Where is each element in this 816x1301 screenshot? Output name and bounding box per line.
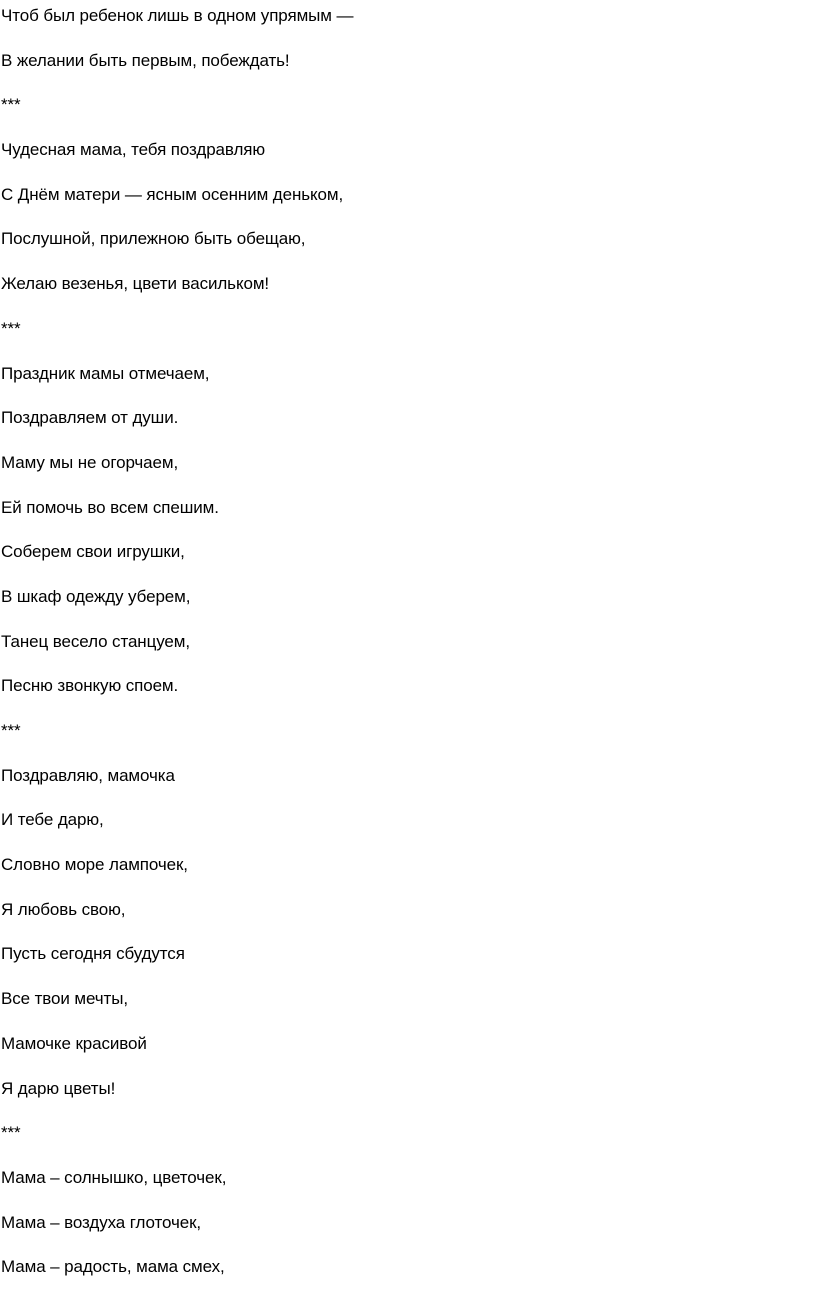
poem-line: Маму мы не огорчаем,: [1, 452, 179, 472]
poem-line: В желании быть первым, побеждать!: [1, 50, 290, 70]
poem-line: Словно море лампочек,: [1, 855, 188, 875]
poem-line: Чтоб был ребенок лишь в одном упрямым —: [1, 6, 354, 25]
poem-line: Мама – солнышко, цветочек,: [1, 1167, 227, 1187]
poem-line: Послушной, прилежною быть обещаю,: [1, 229, 306, 249]
poem-line: Песню звонкую споем.: [1, 676, 179, 696]
poem-line: С Днём матери — ясным осенним деньком,: [1, 184, 344, 204]
poem-line: Пусть сегодня сбудутся: [1, 944, 185, 964]
stanza-separator: ***: [1, 95, 21, 115]
poem-line: В шкаф одежду уберем,: [1, 586, 191, 606]
poem-line: Праздник мамы отмечаем,: [1, 363, 210, 383]
poem-line: Ей помочь во всем спешим.: [1, 497, 219, 517]
poem-line: Танец весело станцуем,: [1, 631, 191, 651]
poem-line: И тебе дарю,: [1, 810, 104, 830]
poem-line: Все твои мечты,: [1, 989, 128, 1009]
poem-line: Поздравляем от души.: [1, 408, 179, 428]
stanza-separator: ***: [1, 1123, 21, 1143]
poem-line: Я любовь свою,: [1, 899, 126, 919]
poem-line: Мама – радость, мама смех,: [1, 1257, 225, 1277]
poem-line: Поздравляю, мамочка: [1, 765, 175, 785]
poem-line: Желаю везенья, цвети васильком!: [1, 274, 270, 294]
stanza-separator: ***: [1, 721, 21, 740]
stanza-separator: ***: [1, 318, 21, 338]
poem-line: Соберем свои игрушки,: [1, 542, 185, 562]
poem-line: Мамочке красивой: [1, 1033, 147, 1053]
poem-line: Я дарю цветы!: [1, 1078, 116, 1098]
poem-line: Чудесная мама, тебя поздравляю: [1, 140, 266, 160]
poem-line: Мама – воздуха глоточек,: [1, 1212, 202, 1232]
